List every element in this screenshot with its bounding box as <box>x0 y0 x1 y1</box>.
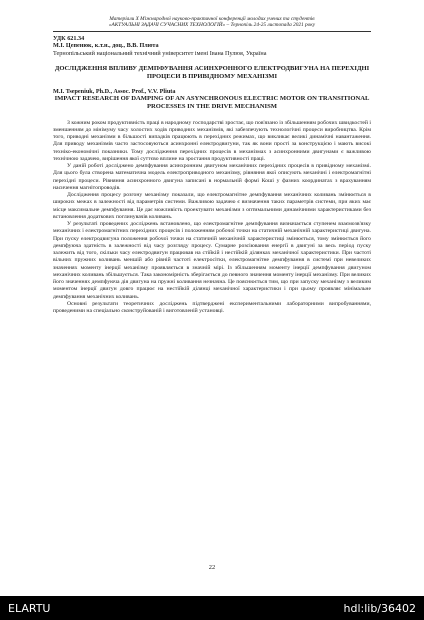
authors-uk: М.І. Цепенюк, к.т.н., доц., В.В. Плюта <box>53 42 159 50</box>
footer-handle-label: hdl:lib/36402 <box>343 601 416 615</box>
udc-code: УДК 621.34 <box>53 34 85 42</box>
paragraph: Основні результати теоретичних досліджень підтверджені експериментальними лабораторними випробуваннями, проведеними на спеціально сконструйованій і виготовленій установці. <box>53 300 371 315</box>
paragraph: З кожним роком продуктивність праці в народному господарстві зростає, що пов'язано із збільшенням робочих швидкостей і зменшенням до мінімуму часу холостих ходів приводних механізмів, які забезпечують технологічні процеси виробництва. Крім того, приводні механізми в більшості випадків працюють в перехідних режимах, що викликає великі динамічні навантаження. Для приводу механізмів часто застосовуються асинхронні електродвигуни, так як вони прості за конструкцією і мають високі техніко-економічні показники. Тому дослідження перехідних процесів в механізмах з асинхронними двигунами є важливою технічною задачею, вирішення якої суттєво вплине на зростання продуктивності праці. <box>53 119 371 162</box>
page-number: 22 <box>208 564 216 571</box>
header-line-2: «АКТУАЛЬНІ ЗАДАЧІ СУЧАСНИХ ТЕХНОЛОГІЙ» – Тернопіль 24-25 листопада 2021 року <box>108 22 316 29</box>
authors-en: M.I. Tsepeniuk, Ph.D., Assoc. Prof., V.V. Pliuta <box>53 87 176 95</box>
paragraph: Дослідження процесу розгону механізму показали, що електромагнітне демпфування механічних коливань змінюється в широких межах в залежності від параметрів системи. Важливою задачею є визначення таких параметрів системи, при яких має місце максимальне демпфування. Це дає можливість проектувати механізми з оптимальними динамічними характеристиками без встановлення додаткових поглинувачів коливань. <box>53 192 371 220</box>
conference-header <box>53 16 371 32</box>
title-uk: ДОСЛІДЖЕННЯ ВПЛИВУ ДЕМПФУВАННЯ АСИНХРОННОГО ЕЛЕКТРОДВИГУНА НА ПЕРЕХІДНІ ПРОЦЕСИ В ПРИВІДНОМУ МЕХАНІЗМІ <box>54 65 370 80</box>
affiliation: Тернопільський національний технічний університет імені Івана Пулюя, Україна <box>53 49 267 57</box>
header-line-1: Матеріали Х Міжнародної науково-практичної конференції молодих учених та студентів <box>109 16 315 22</box>
paragraph: У даній роботі досліджено демпфування асинхронним двигуном механічних перехідних процесів в привідному механізмі. Для цього була створена математична модель електроприводного механізму, рівняння якої описують механічні і електромагнітні перехідні процеси. Рівняння асинхронного двигуна записані в нормальній формі Коші у фазних координатах з врахуванням насичення магнітопроводів. <box>53 163 371 191</box>
paragraph: У результаті проведених досліджень встановлено, що електромагнітне демпфування визначається ступенем взаємозв'язку механічних і електромагнітних перехідних процесів і положенням робочої точки на статичній механічній характеристиці двигуна. При пуску електродвигуна положення робочої точки на статичній механічній характеристиці змінюється, тому змінюється його демпфуюча здатність в залежності від часу розгляду процесу. Сумарне розсіювання енергії в двигуні за весь період пуску залежить від того, скільки часу електродвигун працював на стійкій і нестійкій ділянках механічної характеристики. При частоті вільних пружних коливань меншій або рівній частоті електросітки, електромагнітне демпфування в системі при невеликих значеннях моменту інерції механізму проявляється в значній мірі. Із збільшенням моменту інерції демпфування двигуном механічних коливань збільшується. Така закономірність зберігається до певного значення моменту інерції механізму. При великих його значеннях демпфуюча дія двигуна на пружні коливання незначна. Це пояснюється тим, що при запуску механізму з великим моментом інерції двигун довго працює на нестійкій ділянці механічної характеристики і при цьому проявляє мінімальне демпфування механічних коливань. <box>53 221 371 300</box>
title-en: IMPACT RESEARCH OF DAMPING OF AN ASYNCHRONOUS ELECTRIC MOTOR ON TRANSITIONAL PROCESSES IN THE DRIVE MECHANISM <box>54 95 370 110</box>
body-text <box>53 120 371 316</box>
footer-bar <box>0 596 424 620</box>
footer-repository-label: ELARTU <box>8 601 51 615</box>
